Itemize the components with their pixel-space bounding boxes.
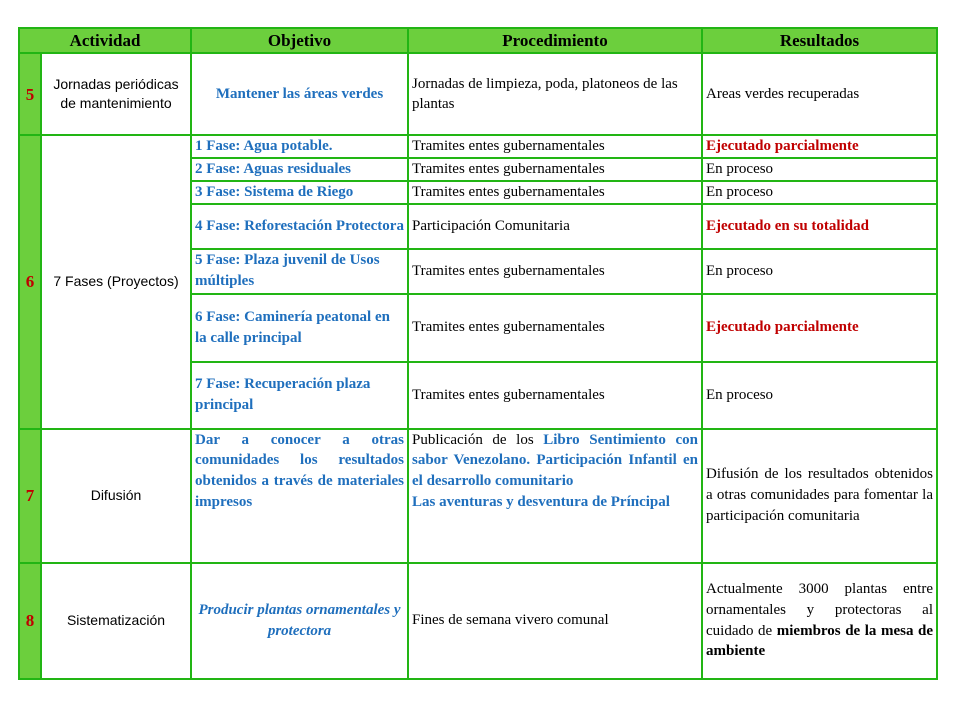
resultado-emphasis: miembros de la mesa de ambiente [706, 622, 934, 660]
fase-resultado-cell: En proceso [702, 362, 937, 429]
procedimiento-cell: Fines de semana vivero comunal [408, 563, 702, 679]
publication-title: Las aventuras y desventura de Príncipal [412, 493, 670, 510]
fase-procedimiento-cell: Tramites entes gubernamentales [408, 135, 702, 158]
activities-table [18, 27, 938, 680]
fase-procedimiento-cell: Participación Comunitaria [408, 204, 702, 249]
table-row [19, 429, 937, 563]
fase-resultado-cell: En proceso [702, 158, 937, 181]
publication-title: Libro Sentimiento con sabor Venezolano. Participación Infantil en el desarrollo comunitario [412, 431, 698, 489]
table-row [19, 135, 937, 158]
fase-objetivo-cell: 3 Fase: Sistema de Riego [191, 181, 408, 204]
objetivo-cell: Dar a conocer a otras comunidades los resultados obtenidos a través de materiales impresos [191, 429, 408, 563]
procedimiento-cell: Jornadas de limpieza, poda, platoneos de las plantas [408, 53, 702, 135]
fase-objetivo-cell: 6 Fase: Caminería peatonal en la calle principal [191, 294, 408, 362]
header-row [19, 28, 937, 53]
header-procedimiento: Procedimiento [408, 28, 702, 53]
objetivo-cell: Producir plantas ornamentales y protectora [191, 563, 408, 679]
fase-objetivo-cell: 7 Fase: Recuperación plaza principal [191, 362, 408, 429]
header-actividad: Actividad [19, 28, 191, 53]
actividad-cell: Difusión [41, 429, 191, 563]
procedimiento-cell [408, 429, 702, 563]
fase-procedimiento-cell: Tramites entes gubernamentales [408, 158, 702, 181]
fase-objetivo-cell: 2 Fase: Aguas residuales [191, 158, 408, 181]
objetivo-cell: Mantener las áreas verdes [191, 53, 408, 135]
fase-objetivo-cell: 1 Fase: Agua potable. [191, 135, 408, 158]
fase-procedimiento-cell: Tramites entes gubernamentales [408, 249, 702, 294]
fase-procedimiento-cell: Tramites entes gubernamentales [408, 362, 702, 429]
fase-resultado-cell: En proceso [702, 181, 937, 204]
row-number: 7 [19, 429, 41, 563]
fase-resultado-cell: Ejecutado parcialmente [702, 135, 937, 158]
fase-resultado-cell: Ejecutado parcialmente [702, 294, 937, 362]
header-objetivo: Objetivo [191, 28, 408, 53]
row-number: 6 [19, 135, 41, 428]
fase-resultado-cell: Ejecutado en su totalidad [702, 204, 937, 249]
fase-procedimiento-cell: Tramites entes gubernamentales [408, 294, 702, 362]
fase-objetivo-cell: 4 Fase: Reforestación Protectora [191, 204, 408, 249]
resultado-cell: Difusión de los resultados obtenidos a otras comunidades para fomentar la participación comunitaria [702, 429, 937, 563]
resultado-text: Actualmente 3000 plantas entre ornamentales y protectoras al cuidado de [706, 581, 933, 639]
resultado-cell: Areas verdes recuperadas [702, 53, 937, 135]
table-row [19, 563, 937, 679]
row-number: 8 [19, 563, 41, 679]
resultado-cell [702, 563, 937, 679]
procedimiento-text: Publicación de los [412, 431, 534, 448]
fase-procedimiento-cell: Tramites entes gubernamentales [408, 181, 702, 204]
row-number: 5 [19, 53, 41, 135]
actividad-cell: 7 Fases (Proyectos) [41, 135, 191, 428]
fase-objetivo-cell: 5 Fase: Plaza juvenil de Usos múltiples [191, 249, 408, 294]
table-row [19, 53, 937, 135]
fase-resultado-cell: En proceso [702, 249, 937, 294]
actividad-cell: Sistematización [41, 563, 191, 679]
actividad-cell: Jornadas periódicas de mantenimiento [41, 53, 191, 135]
header-resultados: Resultados [702, 28, 937, 53]
